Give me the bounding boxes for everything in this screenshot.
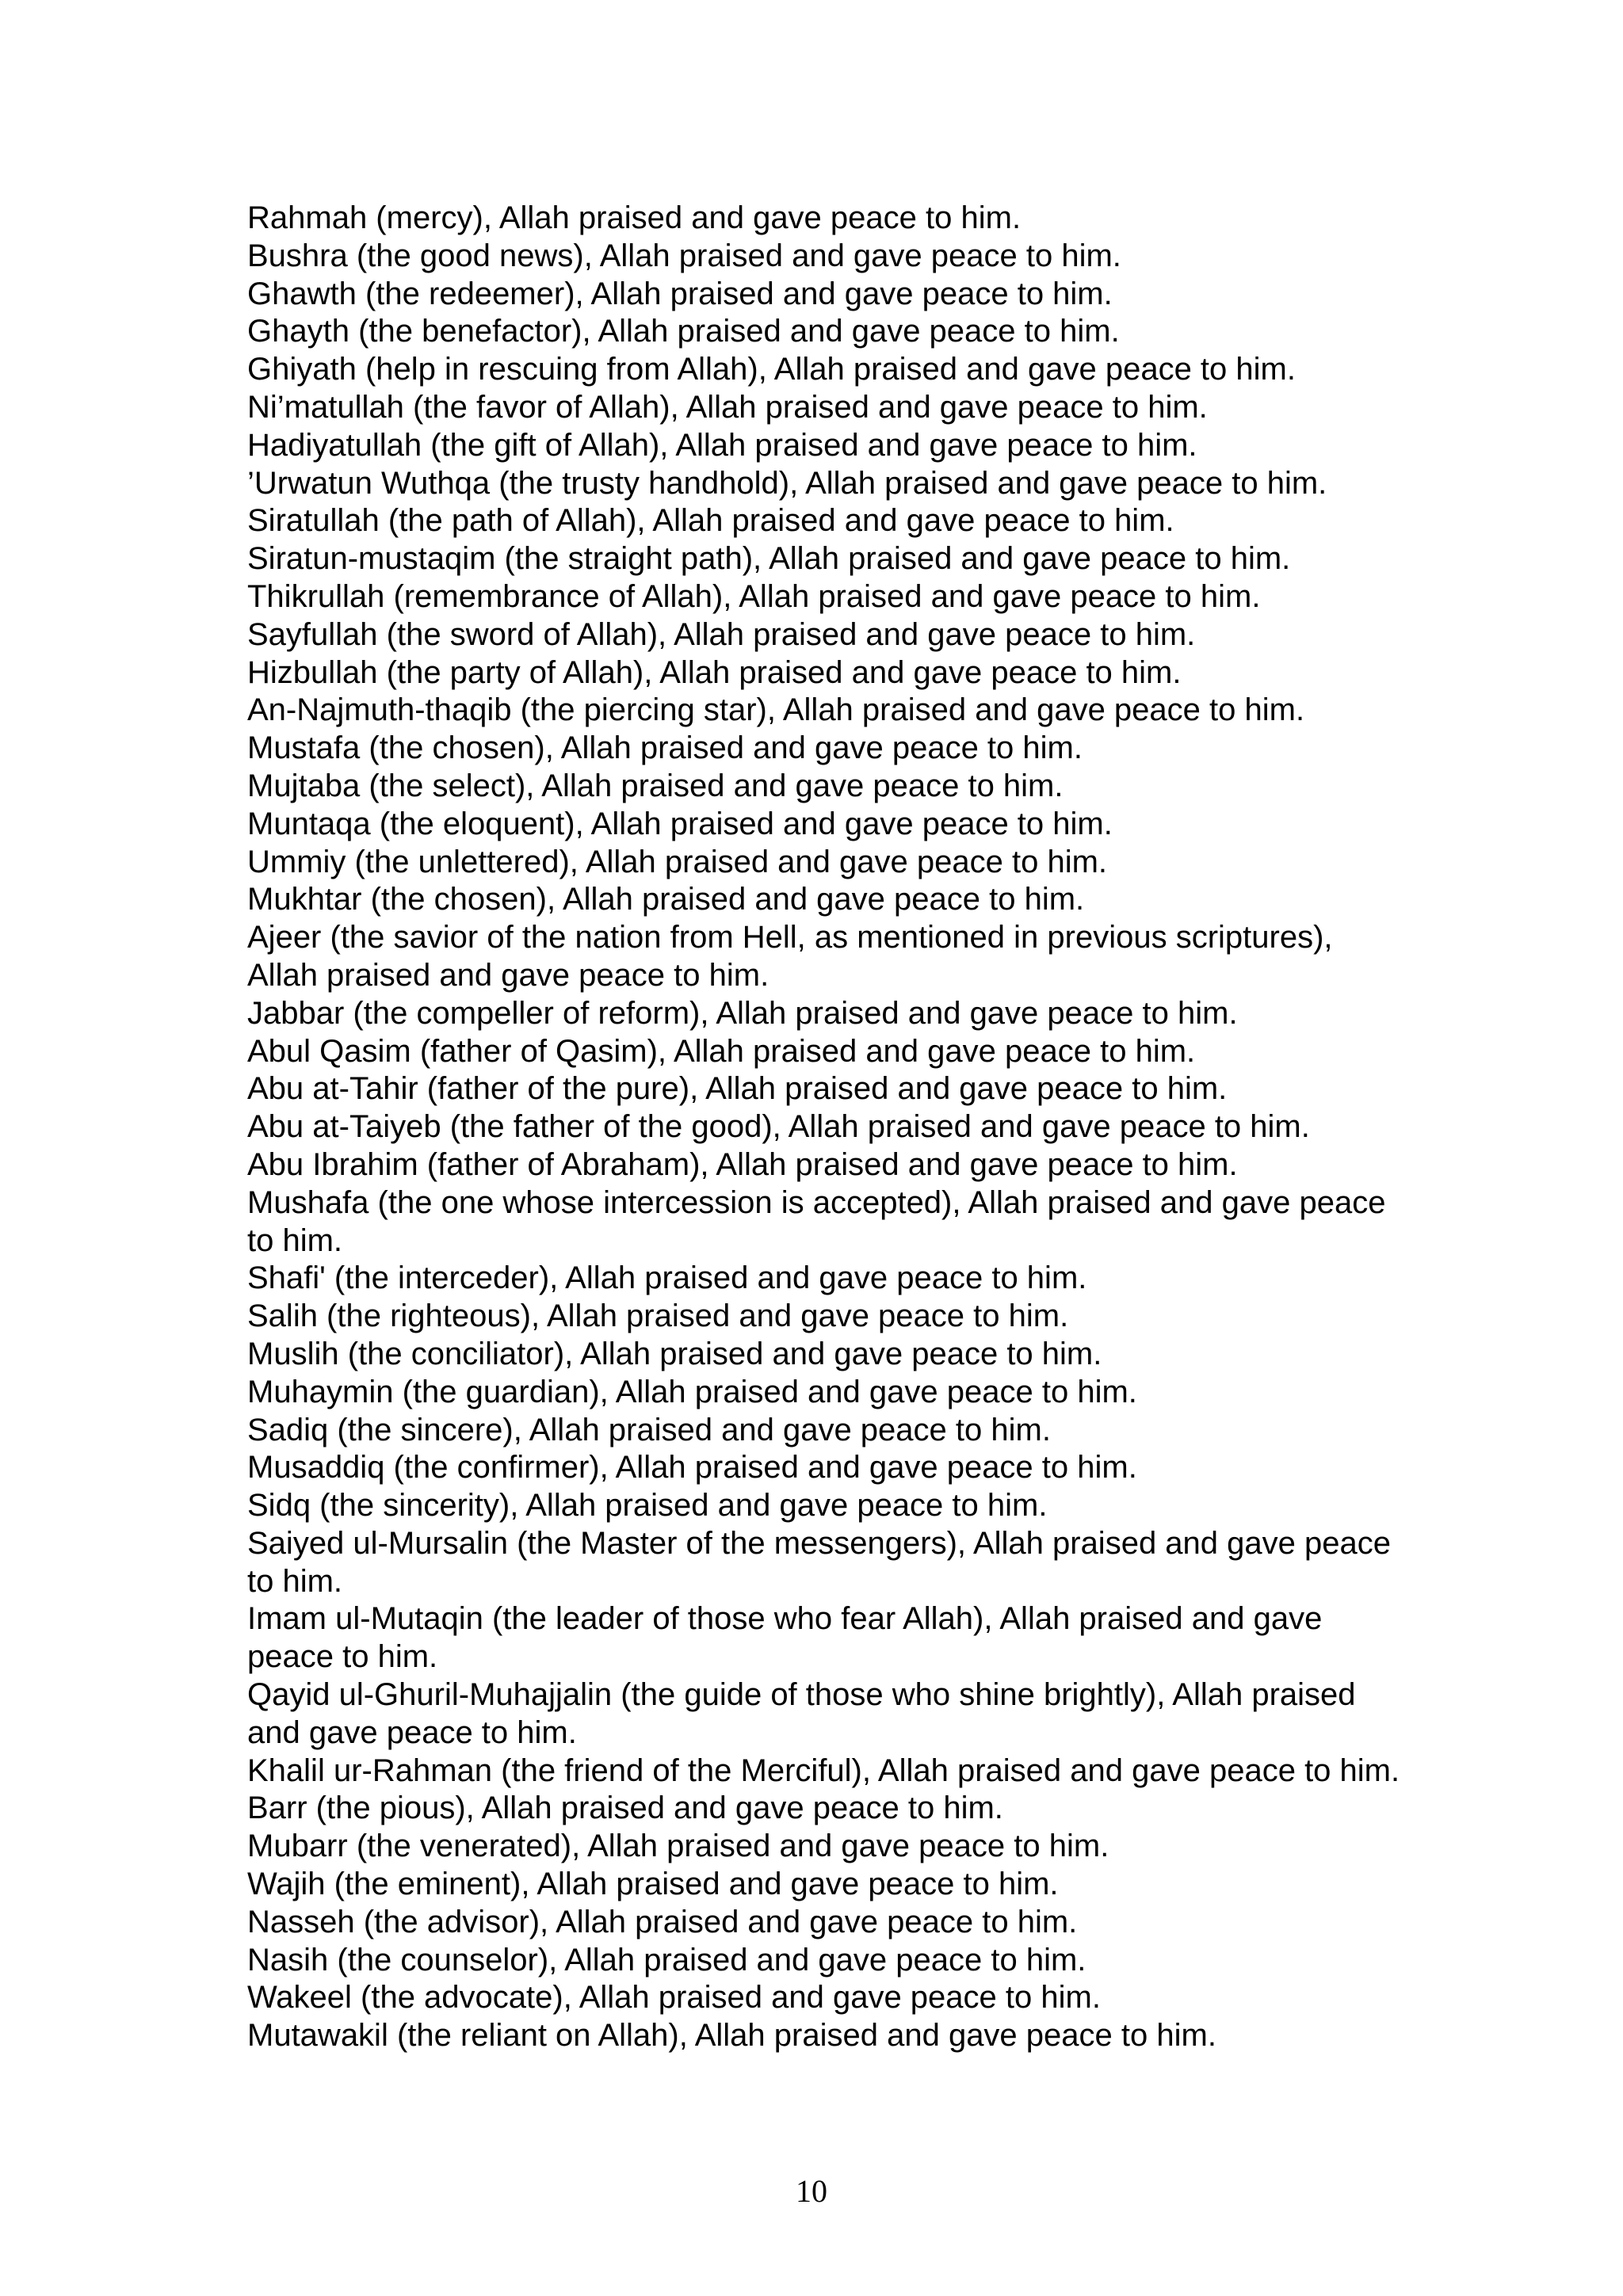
list-item: Sayfullah (the sword of Allah), Allah praised and gave peace to him. [247,616,1196,652]
list-item: Ghiyath (help in rescuing from Allah), Allah praised and gave peace to him. [247,352,1296,387]
list-item: Ghayth (the benefactor), Allah praised and gave peace to him. [247,314,1120,349]
list-item: Qayid ul-Ghuril-Muhajjalin (the guide of those who shine brightly), Allah praised and gave peace to him. [247,1677,1356,1750]
list-item: Hizbullah (the party of Allah), Allah praised and gave peace to him. [247,654,1182,690]
list-item: Shafi' (the interceder), Allah praised and gave peace to him. [247,1261,1087,1296]
list-item: Hadiyatullah (the gift of Allah), Allah praised and gave peace to him. [247,427,1197,463]
list-item: Mubarr (the venerated), Allah praised and gave peace to him. [247,1829,1109,1864]
list-item: Siratullah (the path of Allah), Allah praised and gave peace to him. [247,503,1174,539]
list-item: Nasih (the counselor), Allah praised and gave peace to him. [247,1942,1086,1978]
list-item: Muslih (the conciliator), Allah praised and gave peace to him. [247,1336,1102,1371]
list-item: Salih (the righteous), Allah praised and gave peace to him. [247,1299,1069,1334]
list-item: Jabbar (the compeller of reform), Allah praised and gave peace to him. [247,995,1238,1031]
list-item: An-Najmuth-thaqib (the piercing star), Allah praised and gave peace to him. [247,692,1305,728]
list-item: Mukhtar (the chosen), Allah praised and gave peace to him. [247,882,1085,917]
list-item: Ajeer (the savior of the nation from Hell, as mentioned in previous scriptures), Allah praised and gave peace to him. [247,920,1333,993]
list-item: Muhaymin (the guardian), Allah praised and gave peace to him. [247,1374,1137,1409]
list-item: Abu at-Taiyeb (the father of the good), Allah praised and gave peace to him. [247,1109,1310,1145]
list-item: Mustafa (the chosen), Allah praised and gave peace to him. [247,730,1083,766]
list-item: Wakeel (the advocate), Allah praised and gave peace to him. [247,1980,1101,2016]
list-item: Sadiq (the sincere), Allah praised and gave peace to him. [247,1412,1051,1447]
list-item: Mujtaba (the select), Allah praised and gave peace to him. [247,768,1064,803]
list-item: Bushra (the good news), Allah praised and gave peace to him. [247,238,1121,273]
list-item: Mushafa (the one whose intercession is accepted), Allah praised and gave peace to him. [247,1184,1386,1258]
list-item: Muntaqa (the eloquent), Allah praised and gave peace to him. [247,806,1113,841]
list-item: Abu Ibrahim (father of Abraham), Allah praised and gave peace to him. [247,1146,1238,1182]
list-item: Abul Qasim (father of Qasim), Allah praised and gave peace to him. [247,1033,1196,1069]
list-item: Khalil ur-Rahman (the friend of the Merciful), Allah praised and gave peace to him. [247,1753,1400,1788]
list-item: Rahmah (mercy), Allah praised and gave peace to him. [247,200,1022,235]
list-item: Sidq (the sincerity), Allah praised and gave peace to him. [247,1488,1048,1524]
list-item: Thikrullah (remembrance of Allah), Allah praised and gave peace to him. [247,578,1261,614]
list-item: Nasseh (the advisor), Allah praised and gave peace to him. [247,1904,1078,1939]
list-item: ’Urwatun Wuthqa (the trusty handhold), Allah praised and gave peace to him. [247,465,1327,501]
list-item: Siratun-mustaqim (the straight path), Allah praised and gave peace to him. [247,541,1291,577]
list-item: Ni’matullah (the favor of Allah), Allah praised and gave peace to him. [247,389,1208,425]
list-item: Musaddiq (the confirmer), Allah praised and gave peace to him. [247,1450,1137,1486]
list-item: Ummiy (the unlettered), Allah praised and gave peace to him. [247,844,1108,879]
list-item: Wajih (the eminent), Allah praised and gave peace to him. [247,1867,1059,1902]
list-item: Ghawth (the redeemer), Allah praised and gave peace to him. [247,276,1113,311]
names-list [247,200,1404,2055]
list-item: Abu at-Tahir (father of the pure), Allah praised and gave peace to him. [247,1071,1228,1107]
list-item: Saiyed ul-Mursalin (the Master of the messengers), Allah praised and gave peace to him. [247,1525,1391,1599]
page-number: 10 [796,2173,827,2209]
list-item: Barr (the pious), Allah praised and gave peace to him. [247,1791,1003,1826]
list-item: Mutawakil (the reliant on Allah), Allah praised and gave peace to him. [247,2018,1216,2054]
list-item: Imam ul-Mutaqin (the leader of those who fear Allah), Allah praised and gave peace to him. [247,1601,1323,1675]
